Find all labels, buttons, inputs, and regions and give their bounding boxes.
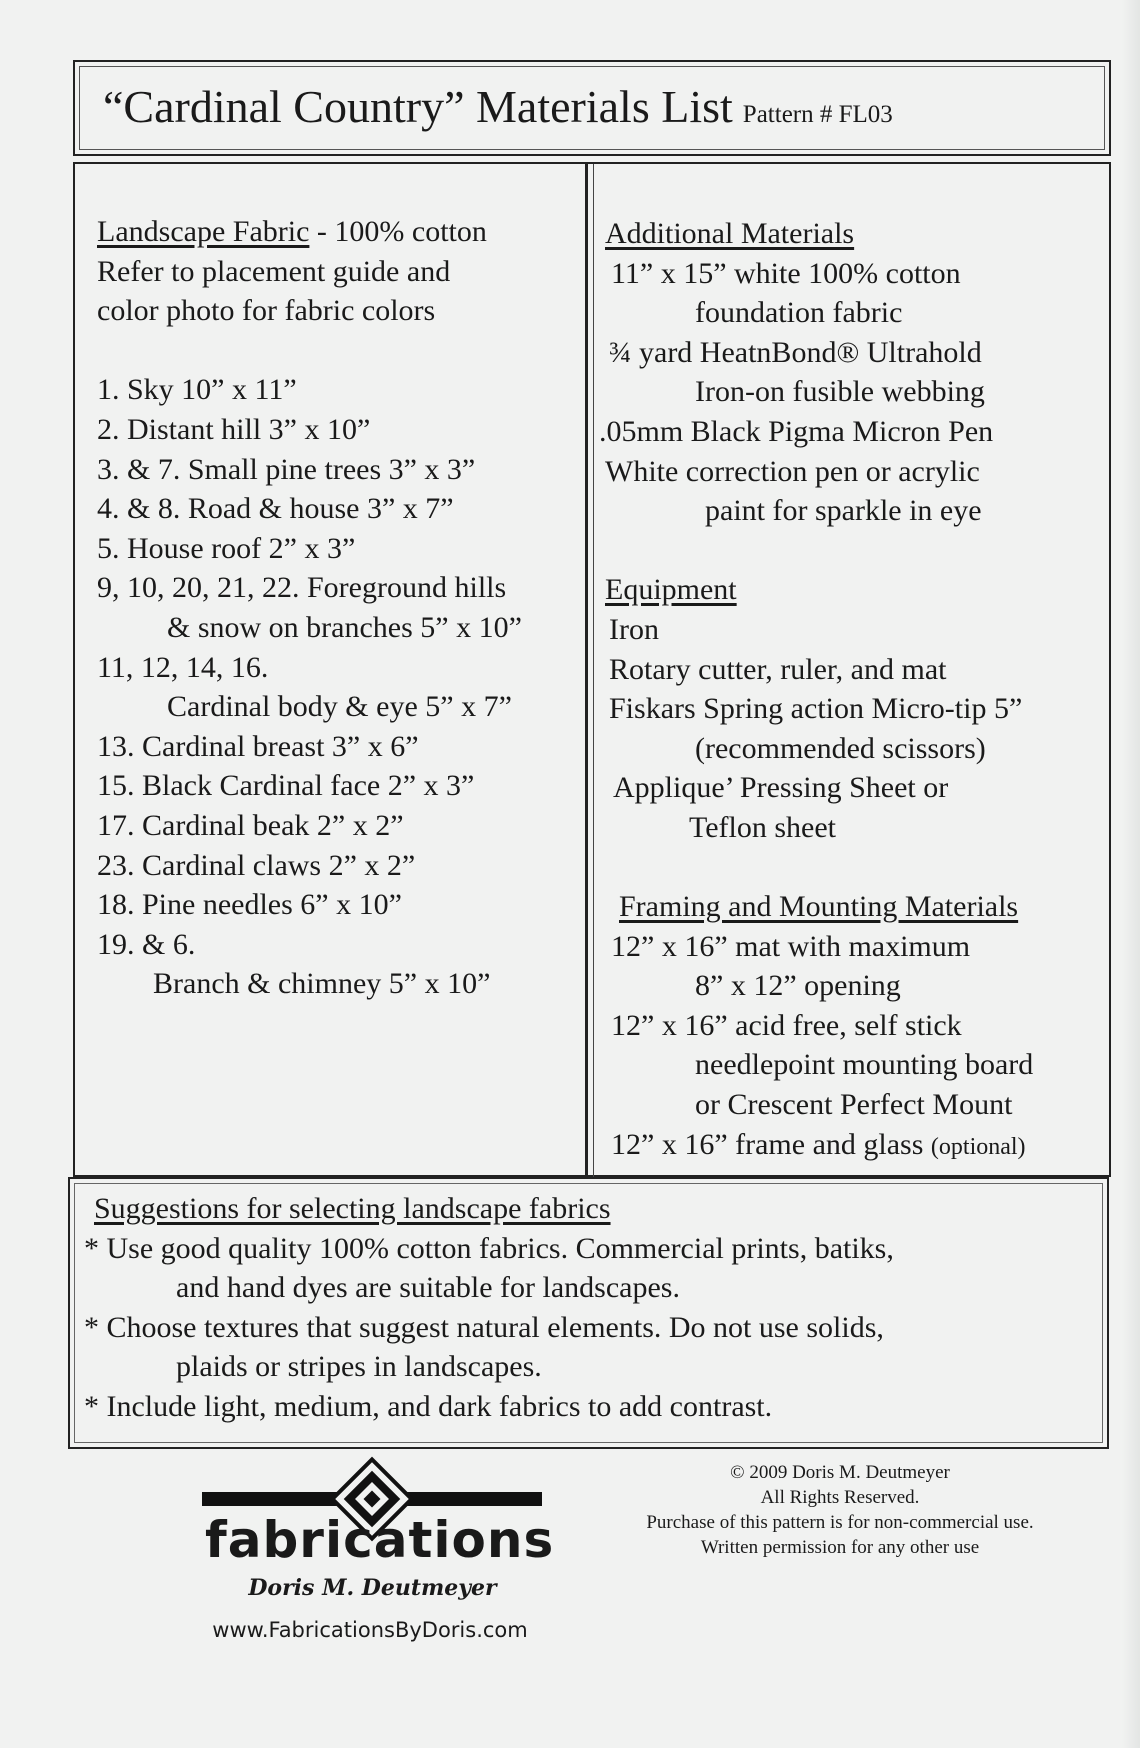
- material-item: White correction pen or acrylic: [605, 454, 980, 488]
- copyright-notice: [590, 1460, 1090, 1560]
- suggestions-heading-line: [84, 1189, 894, 1229]
- column-divider-inner: [593, 164, 594, 1178]
- fabric-item: 17. Cardinal beak 2” x 2”: [97, 808, 404, 842]
- landscape-fabric-column: [97, 212, 522, 1004]
- optional-note: (optional): [930, 1133, 1026, 1160]
- framing-item-continued: 8” x 12” opening: [695, 969, 901, 1003]
- copyright-line: © 2009 Doris M. Deutmeyer: [730, 1462, 950, 1483]
- fabric-item: 19. & 6.: [97, 927, 196, 961]
- fabric-item: 13. Cardinal breast 3” x 6”: [97, 729, 419, 763]
- fabric-item-continued: & snow on branches 5” x 10”: [167, 610, 522, 644]
- fabric-item: 11, 12, 14, 16.: [97, 650, 269, 684]
- additional-materials-heading: Additional Materials: [605, 217, 855, 250]
- suggestions-box: [68, 1177, 1109, 1449]
- suggestions-text: [84, 1189, 894, 1427]
- framing-item: 12” x 16” acid free, self stick: [611, 1008, 962, 1042]
- suggestion-line: * Choose textures that suggest natural elements. Do not use solids,: [84, 1310, 884, 1344]
- suggestions-heading: Suggestions for selecting landscape fabrics: [94, 1192, 611, 1225]
- logo-bar-right: [404, 1492, 542, 1506]
- website-url: www.FabricationsByDoris.com: [212, 1618, 528, 1642]
- fabric-item: 2. Distant hill 3” x 10”: [97, 412, 371, 446]
- suggestion-line-continued: plaids or stripes in landscapes.: [176, 1350, 542, 1384]
- fabric-item-continued: Cardinal body & eye 5” x 7”: [167, 690, 512, 724]
- additional-materials-column: [599, 214, 1034, 1164]
- fabric-item: 23. Cardinal claws 2” x 2”: [97, 848, 416, 882]
- equipment-item-continued: Teflon sheet: [689, 810, 837, 844]
- framing-item: 12” x 16” frame and glass: [611, 1127, 924, 1161]
- material-item-continued: foundation fabric: [695, 296, 903, 330]
- material-item-continued: paint for sparkle in eye: [705, 494, 982, 528]
- equipment-item: Iron: [609, 612, 659, 646]
- material-item: 11” x 15” white 100% cotton: [611, 256, 961, 290]
- landscape-fabric-suffix: - 100% cotton: [309, 215, 487, 248]
- column-divider: [585, 164, 588, 1178]
- title-box: [73, 60, 1111, 156]
- copyright-line: Purchase of this pattern is for non-commercial use.: [646, 1512, 1034, 1533]
- equipment-heading: Equipment: [605, 573, 737, 607]
- fabric-item: 3. & 7. Small pine trees 3” x 3”: [97, 452, 476, 486]
- framing-item: 12” x 16” mat with maximum: [611, 929, 971, 963]
- page-edge-shadow: [1122, 0, 1140, 1748]
- fabric-item-continued: Branch & chimney 5” x 10”: [153, 967, 491, 1001]
- material-item: ¾ yard HeatnBond® Ultrahold: [609, 335, 982, 369]
- pattern-number: Pattern # FL03: [742, 101, 893, 128]
- framing-item-continued: or Crescent Perfect Mount: [695, 1088, 1013, 1122]
- framing-item-continued: needlepoint mounting board: [695, 1048, 1034, 1082]
- copyright-line: Written permission for any other use: [700, 1537, 980, 1558]
- fabric-item: 15. Black Cardinal face 2” x 3”: [97, 769, 475, 803]
- fabric-item: 5. House roof 2” x 3”: [97, 531, 356, 565]
- landscape-fabric-heading: Landscape Fabric: [97, 215, 310, 248]
- materials-box: [73, 162, 1111, 1177]
- fabric-item: 4. & 8. Road & house 3” x 7”: [97, 492, 454, 526]
- designer-name: Doris M. Deutmeyer: [248, 1575, 497, 1601]
- page-title: [103, 80, 893, 142]
- fabric-item: 9, 10, 20, 21, 22. Foreground hills: [97, 571, 507, 605]
- intro-line: color photo for fabric colors: [97, 294, 436, 328]
- additional-materials-heading-line: [605, 214, 1033, 254]
- equipment-item-continued: (recommended scissors): [695, 731, 986, 765]
- logo-wordmark: fabrications: [205, 1511, 555, 1569]
- fabric-item: 1. Sky 10” x 11”: [97, 373, 297, 407]
- framing-heading: Framing and Mounting Materials: [619, 890, 1019, 924]
- equipment-item: Rotary cutter, ruler, and mat: [609, 652, 947, 686]
- intro-line: Refer to placement guide and: [97, 254, 451, 288]
- equipment-item: Fiskars Spring action Micro-tip 5”: [609, 692, 1023, 726]
- fabric-item: 18. Pine needles 6” x 10”: [97, 888, 402, 922]
- framing-heading-line: [605, 887, 1033, 927]
- material-item-continued: Iron-on fusible webbing: [695, 375, 985, 409]
- framing-item-line: [605, 1125, 1033, 1165]
- suggestion-line-continued: and hand dyes are suitable for landscapes.: [176, 1271, 680, 1305]
- logo-bar-left: [202, 1492, 340, 1506]
- copyright-line: All Rights Reserved.: [760, 1487, 920, 1508]
- landscape-fabric-heading-line: [97, 212, 522, 252]
- suggestion-line: * Use good quality 100% cotton fabrics. Commercial prints, batiks,: [84, 1231, 894, 1265]
- suggestion-line: * Include light, medium, and dark fabrics to add contrast.: [84, 1389, 773, 1423]
- equipment-item: Applique’ Pressing Sheet or: [613, 771, 949, 805]
- materials-list-title: “Cardinal Country” Materials List: [103, 81, 733, 132]
- equipment-heading-line: [605, 570, 1033, 610]
- material-item: .05mm Black Pigma Micron Pen: [599, 414, 994, 448]
